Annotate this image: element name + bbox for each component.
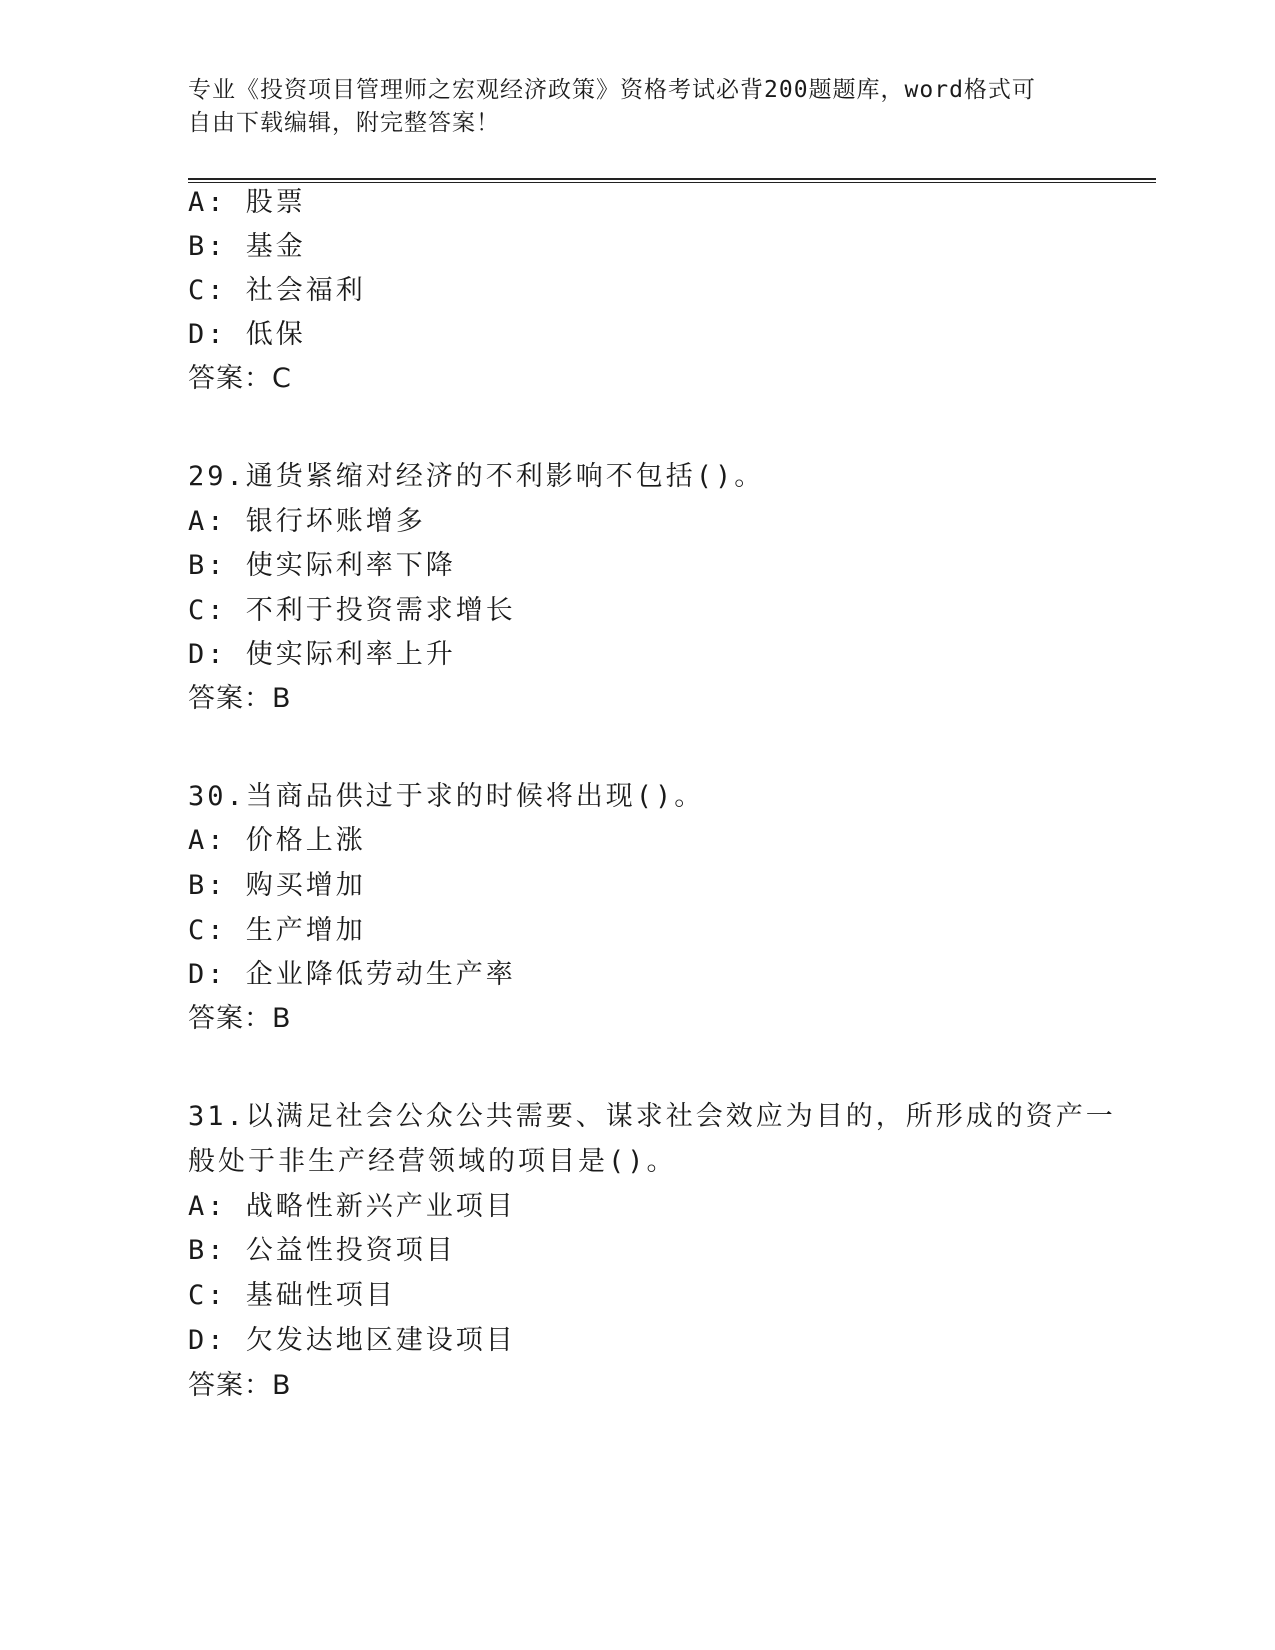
- q28-option-a: A: 股票: [188, 187, 306, 218]
- header-line-2: 自由下载编辑，附完整答案！: [188, 110, 500, 136]
- q29-option-c: C: 不利于投资需求增长: [188, 595, 516, 626]
- q31-option-a: A: 战略性新兴产业项目: [188, 1191, 516, 1222]
- q29-question: 29.通货紧缩对经济的不利影响不包括()。: [188, 461, 765, 492]
- q31-question-line-2: 般处于非生产经营领域的项目是()。: [188, 1146, 677, 1177]
- q31-answer: 答案：B: [188, 1370, 292, 1401]
- q31-question-line-1: 31.以满足社会公众公共需要、谋求社会效应为目的，所形成的资产一: [188, 1101, 1116, 1132]
- q28-option-c: C: 社会福利: [188, 275, 366, 306]
- q30-option-d: D: 企业降低劳动生产率: [188, 959, 516, 990]
- q30-option-a: A: 价格上涨: [188, 825, 366, 856]
- header-divider: [188, 178, 1156, 183]
- q29-option-d: D: 使实际利率上升: [188, 639, 456, 670]
- q29-answer: 答案：B: [188, 683, 292, 714]
- q28-option-b: B: 基金: [188, 231, 306, 262]
- q30-answer: 答案：B: [188, 1003, 292, 1034]
- q31-option-b: B: 公益性投资项目: [188, 1235, 456, 1266]
- q30-option-b: B: 购买增加: [188, 870, 366, 901]
- q29-option-a: A: 银行坏账增多: [188, 506, 426, 537]
- document-header: [188, 74, 1088, 140]
- q30-question: 30.当商品供过于求的时候将出现()。: [188, 781, 705, 812]
- q30-option-c: C: 生产增加: [188, 915, 366, 946]
- q28-answer: 答案：C: [188, 363, 292, 394]
- q29-option-b: B: 使实际利率下降: [188, 550, 456, 581]
- header-line-1: 专业《投资项目管理师之宏观经济政策》资格考试必背200题题库，word格式可: [188, 77, 1036, 103]
- q31-option-c: C: 基础性项目: [188, 1280, 396, 1311]
- q31-option-d: D: 欠发达地区建设项目: [188, 1325, 516, 1356]
- q28-option-d: D: 低保: [188, 319, 306, 350]
